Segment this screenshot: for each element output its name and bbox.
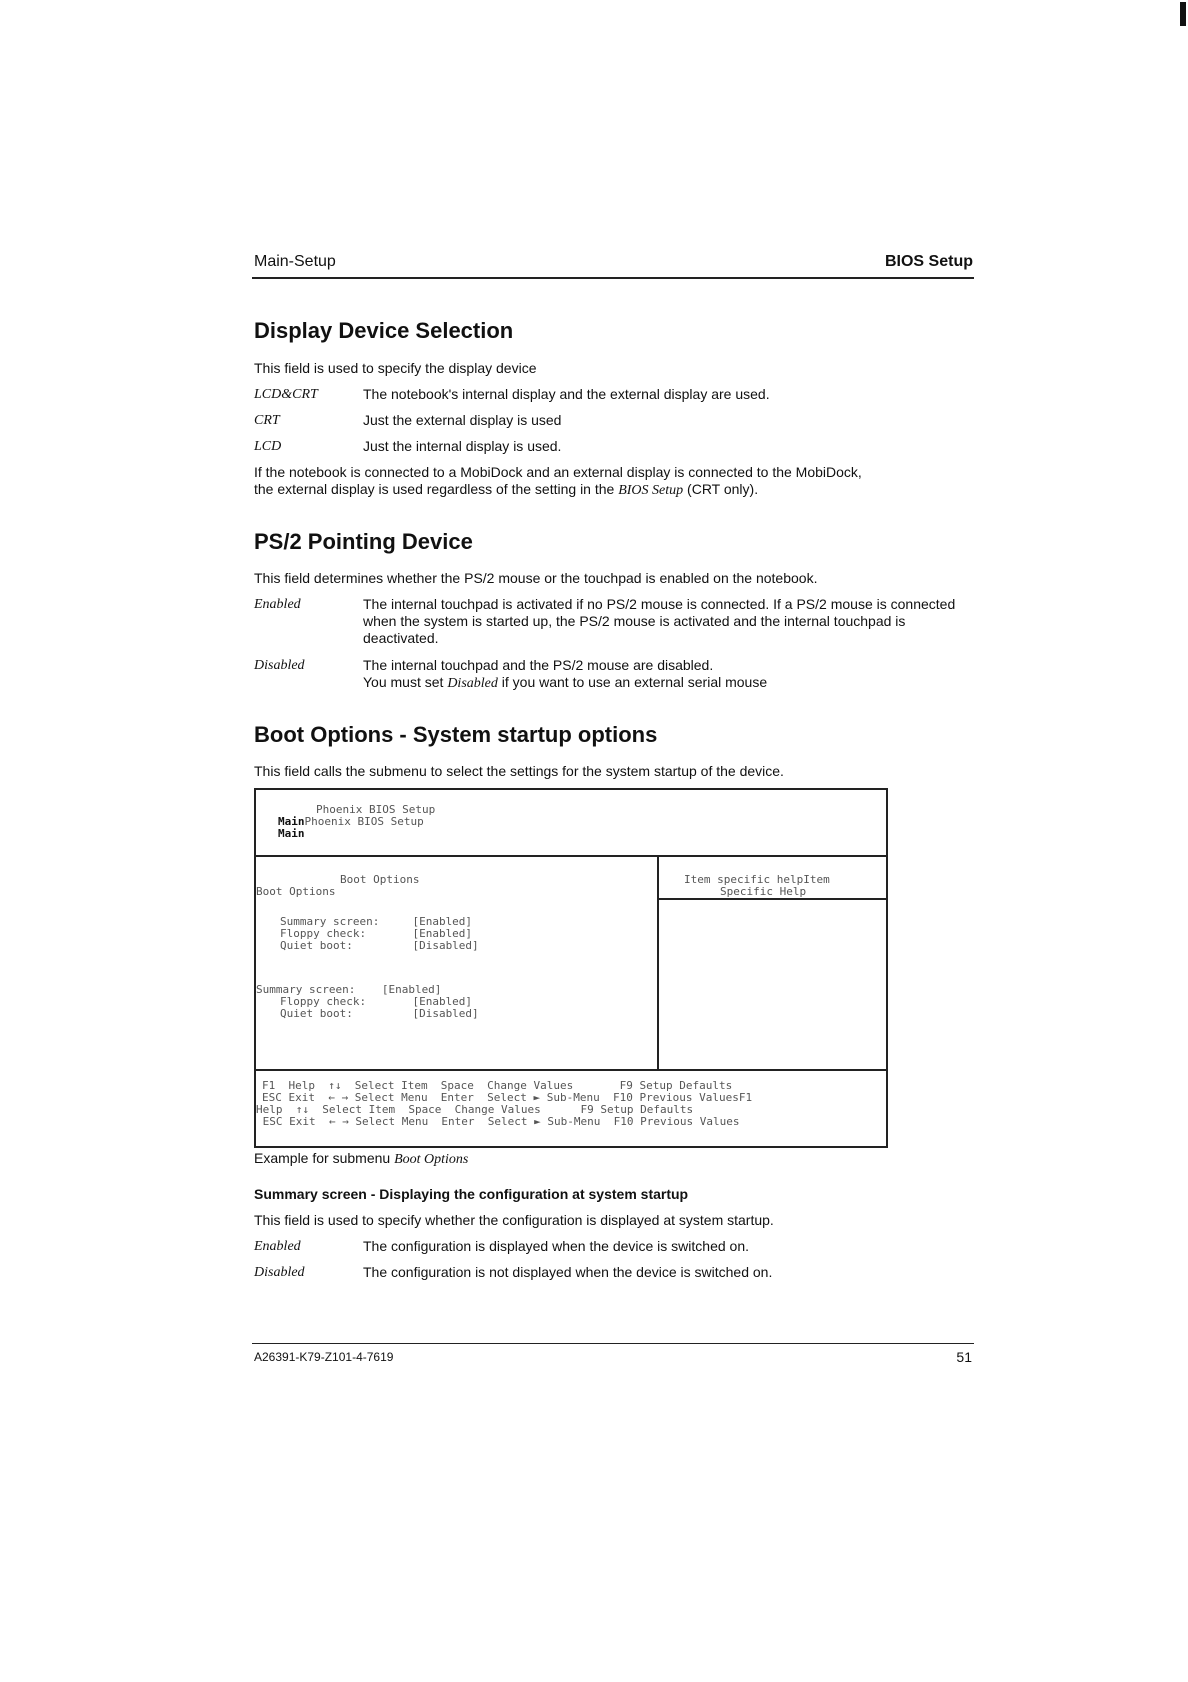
bios-help-subtitle: Specific Help	[720, 885, 807, 898]
option-desc: Just the internal display is used.	[363, 438, 562, 454]
bios-setup-term: BIOS Setup	[618, 483, 684, 498]
bios-rule-bottom	[256, 1069, 886, 1071]
caption-italic-term: Boot Options	[394, 1152, 469, 1167]
page-number: 51	[956, 1349, 972, 1365]
bios-column-divider	[657, 855, 659, 1071]
ps2-heading: PS/2 Pointing Device	[254, 529, 473, 554]
header-chapter-title: BIOS Setup	[884, 253, 973, 270]
footer-document-id: A26391-K79-Z101-4-7619	[254, 1350, 394, 1364]
bios-submenu-title: Boot Options	[340, 873, 420, 886]
bios-screen-example	[254, 788, 888, 1148]
option-term: LCD&CRT	[254, 387, 318, 402]
option-desc	[363, 657, 975, 692]
bios-title-main: MainPhoenix BIOS Setup	[278, 815, 424, 828]
bios-main-menu-label: Main	[278, 827, 305, 840]
ps2-intro: This field determines whether the PS/2 mouse or the touchpad is enabled on the notebook.	[254, 570, 818, 586]
note-line-2: the external display is used regardless of the setting in the BIOS Setup (CRT only).	[254, 481, 759, 498]
disabled-term-inline: Disabled	[447, 676, 498, 691]
bios-setting-floppy: Floppy check: [Enabled]	[280, 927, 473, 940]
display-device-heading: Display Device Selection	[254, 318, 514, 343]
note-line-1: If the notebook is connected to a MobiDock and an external display is connected to the MobiDock,	[254, 464, 862, 480]
option-term: Enabled	[254, 1239, 301, 1254]
option-desc: Just the external display is used	[363, 412, 562, 428]
option-desc: The internal touchpad is activated if no PS/2 mouse is connected. If a PS/2 mouse is connected when the system is started up, the PS/2 mouse is activated and the internal touchpad is deactivated.	[363, 596, 956, 646]
bios-key-exit-line-dup: ESC Exit ← → Select Menu Enter Select ► Sub-Menu F10 Previous Values	[256, 1115, 740, 1128]
bios-figure-caption: Example for submenu Boot Options	[254, 1150, 469, 1167]
boot-options-intro: This field calls the submenu to select the settings for the system startup of the device.	[254, 763, 784, 779]
bios-setting-summary: Summary screen: [Enabled]	[280, 915, 473, 928]
option-desc: The configuration is displayed when the device is switched on.	[363, 1238, 749, 1254]
option-desc: The configuration is not displayed when the device is switched on.	[363, 1264, 773, 1280]
disabled-desc-line-1: The internal touchpad and the PS/2 mouse are disabled.	[363, 657, 714, 673]
bios-setting-summary-dup: Summary screen: [Enabled]	[256, 983, 442, 996]
bios-setting-floppy-dup: Floppy check: [Enabled]	[280, 995, 473, 1008]
display-device-intro: This field is used to specify the display device	[254, 360, 537, 376]
bios-help-title: Item specific helpItem	[684, 873, 830, 886]
option-desc: The notebook's internal display and the external display are used.	[363, 386, 770, 402]
summary-screen-intro: This field is used to specify whether the configuration is displayed at system startup.	[254, 1212, 774, 1228]
option-term: LCD	[254, 439, 282, 454]
bios-submenu-title-dup: Boot Options	[256, 885, 336, 898]
bios-key-help-line: F1 Help ↑↓ Select Item Space Change Values F9 Setup Defaults	[262, 1079, 733, 1092]
header-divider	[252, 277, 974, 279]
footer-divider	[252, 1343, 974, 1344]
scan-edge-mark	[1180, 2, 1186, 26]
option-term: Disabled	[254, 658, 305, 673]
disabled-desc-line-2: You must set Disabled if you want to use an external serial mouse	[363, 674, 768, 691]
boot-options-heading: Boot Options - System startup options	[254, 722, 658, 747]
option-term: Disabled	[254, 1265, 305, 1280]
summary-screen-heading: Summary screen - Displaying the configuration at system startup	[254, 1186, 689, 1202]
bios-key-exit-line: ESC Exit ← → Select Menu Enter Select ► Sub-Menu F10 Previous ValuesF1	[262, 1091, 753, 1104]
bios-setting-quiet-dup: Quiet boot: [Disabled]	[280, 1007, 479, 1020]
display-device-note	[254, 464, 974, 499]
bios-rule-top	[256, 855, 886, 857]
bios-key-help-line-dup: Help ↑↓ Select Item Space Change Values F9 Setup Defaults	[256, 1103, 694, 1116]
bios-help-rule	[657, 898, 886, 900]
option-term: CRT	[254, 413, 280, 428]
option-term: Enabled	[254, 597, 301, 612]
bios-setting-quiet: Quiet boot: [Disabled]	[280, 939, 479, 952]
bios-title: Phoenix BIOS Setup	[316, 803, 436, 816]
header-section-name: Main-Setup	[254, 253, 336, 270]
